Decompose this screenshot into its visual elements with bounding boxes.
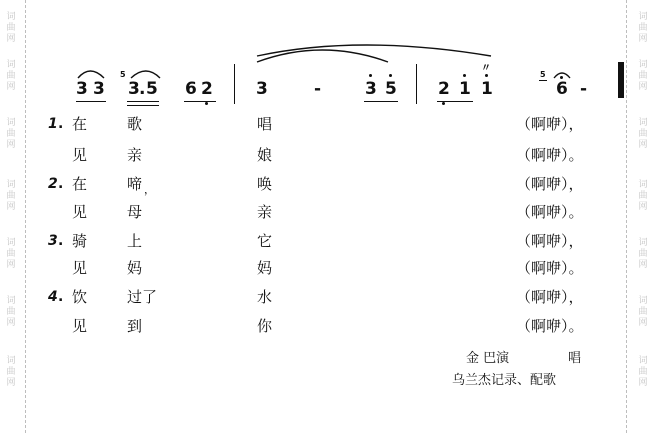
grace-note: 5 bbox=[120, 70, 126, 79]
singer-role: 唱 bbox=[568, 351, 582, 366]
grace-underline bbox=[539, 80, 547, 81]
lyric-char: 妈 bbox=[127, 259, 143, 277]
dash: - bbox=[314, 79, 322, 99]
lyric-vocable: （啊咿）。 bbox=[516, 317, 584, 335]
lyric-char: 骑 bbox=[72, 232, 88, 250]
beam-underline bbox=[127, 101, 159, 102]
watermark-right-3: 词 曲 网 bbox=[638, 118, 648, 150]
watermark-right-6: 词 曲 网 bbox=[638, 296, 648, 328]
grace-note: 5 bbox=[540, 70, 546, 79]
low-octave-dot bbox=[442, 102, 445, 105]
watermark-right-5: 词 曲 网 bbox=[638, 238, 648, 270]
lyric-comma: ， bbox=[144, 183, 155, 196]
note: 3 bbox=[365, 79, 377, 99]
lyric-char: 亲 bbox=[257, 203, 273, 221]
lyric-char: 唱 bbox=[257, 115, 273, 133]
watermark-left-4: 词 曲 网 bbox=[6, 180, 16, 212]
singer-name: 金 巴演 bbox=[466, 351, 510, 366]
verse-number: 1 bbox=[48, 116, 58, 132]
watermark-right-1: 词 曲 网 bbox=[638, 12, 648, 44]
lyric-char: 饮 bbox=[72, 288, 88, 306]
verse-number-dot: . bbox=[58, 116, 64, 132]
verse-number: 2 bbox=[48, 176, 58, 192]
watermark-left-7: 词 曲 网 bbox=[6, 356, 16, 388]
watermark-right-2: 词 曲 网 bbox=[638, 60, 648, 92]
verse-number: 4 bbox=[48, 289, 58, 305]
lyric-vocable: （啊咿）。 bbox=[516, 259, 584, 277]
lyric-vocable: （啊咿）， bbox=[516, 232, 584, 250]
lyric-char: 娘 bbox=[257, 146, 273, 164]
recorder-credit: 乌兰杰记录、配歌 bbox=[452, 373, 557, 388]
note: 2 bbox=[438, 79, 450, 99]
beam-underline bbox=[76, 101, 106, 102]
high-octave-dot bbox=[485, 74, 488, 77]
note: 3 bbox=[256, 79, 268, 99]
dot-mark bbox=[369, 74, 372, 77]
lyric-char: 水 bbox=[257, 288, 273, 306]
lyric-vocable: （啊咿）。 bbox=[516, 146, 584, 164]
lyric-char: 到 bbox=[127, 317, 143, 335]
note: 6 bbox=[556, 79, 568, 99]
verse-number: 3 bbox=[48, 233, 58, 249]
lyric-char: 你 bbox=[257, 317, 273, 335]
watermark-left-2: 词 曲 网 bbox=[6, 60, 16, 92]
verse-number-dot: . bbox=[58, 289, 64, 305]
bar-line bbox=[416, 64, 417, 104]
lyric-char: 母 bbox=[127, 203, 143, 221]
note: 2 bbox=[201, 79, 213, 99]
beam-underline bbox=[364, 101, 398, 102]
verse-number-dot: . bbox=[58, 233, 64, 249]
beam-underline bbox=[127, 105, 159, 106]
lyric-char: 歌 bbox=[127, 115, 143, 133]
beam-underline bbox=[437, 101, 473, 102]
lyric-vocable: （啊咿）， bbox=[516, 288, 584, 306]
bar-line bbox=[234, 64, 235, 104]
watermark-left-1: 词 曲 网 bbox=[6, 12, 16, 44]
low-octave-dot bbox=[205, 102, 208, 105]
watermark-left-5: 词 曲 网 bbox=[6, 238, 16, 270]
slur-m1a bbox=[78, 71, 104, 78]
lyric-vocable: （啊咿）。 bbox=[516, 203, 584, 221]
verse-number-dot: . bbox=[58, 176, 64, 192]
lyric-char: 见 bbox=[72, 259, 88, 277]
watermark-left-6: 词 曲 网 bbox=[6, 296, 16, 328]
note: 5 bbox=[146, 79, 158, 99]
lyric-char: 它 bbox=[257, 232, 273, 250]
notation-line bbox=[0, 0, 658, 110]
high-octave-dot bbox=[463, 74, 466, 77]
slur-m2-outer bbox=[257, 45, 491, 56]
ornament-mark: 〃 bbox=[481, 63, 491, 74]
dash: - bbox=[580, 79, 588, 99]
lyric-char: 在 bbox=[72, 115, 88, 133]
final-bar-line bbox=[618, 62, 624, 98]
note: 3 bbox=[93, 79, 105, 99]
dot-mark bbox=[389, 74, 392, 77]
watermark-right-4: 词 曲 网 bbox=[638, 180, 648, 212]
lyric-char: 在 bbox=[72, 175, 88, 193]
note: 5 bbox=[385, 79, 397, 99]
lyric-vocable: （啊咿）， bbox=[516, 175, 584, 193]
lyric-char: 过了 bbox=[127, 288, 158, 306]
lyric-char: 亲 bbox=[127, 146, 143, 164]
lyric-char: 妈 bbox=[257, 259, 273, 277]
note: 3 bbox=[76, 79, 88, 99]
lyric-char: 见 bbox=[72, 317, 88, 335]
lyric-char: 见 bbox=[72, 203, 88, 221]
note: 3 bbox=[128, 79, 140, 99]
slur-m1b bbox=[131, 71, 160, 78]
note-dot: . bbox=[139, 79, 146, 99]
beam-underline bbox=[184, 101, 216, 102]
lyric-vocable: （啊咿）， bbox=[516, 115, 584, 133]
note: 1 bbox=[481, 79, 493, 99]
lyric-char: 见 bbox=[72, 146, 88, 164]
watermark-right-7: 词 曲 网 bbox=[638, 356, 648, 388]
lyric-char: 唤 bbox=[257, 175, 273, 193]
note: 1 bbox=[459, 79, 471, 99]
fermata-dot bbox=[560, 76, 563, 79]
watermark-left-3: 词 曲 网 bbox=[6, 118, 16, 150]
lyric-char: 上 bbox=[127, 232, 143, 250]
lyric-char: 啼 bbox=[127, 175, 143, 193]
note: 6 bbox=[185, 79, 197, 99]
